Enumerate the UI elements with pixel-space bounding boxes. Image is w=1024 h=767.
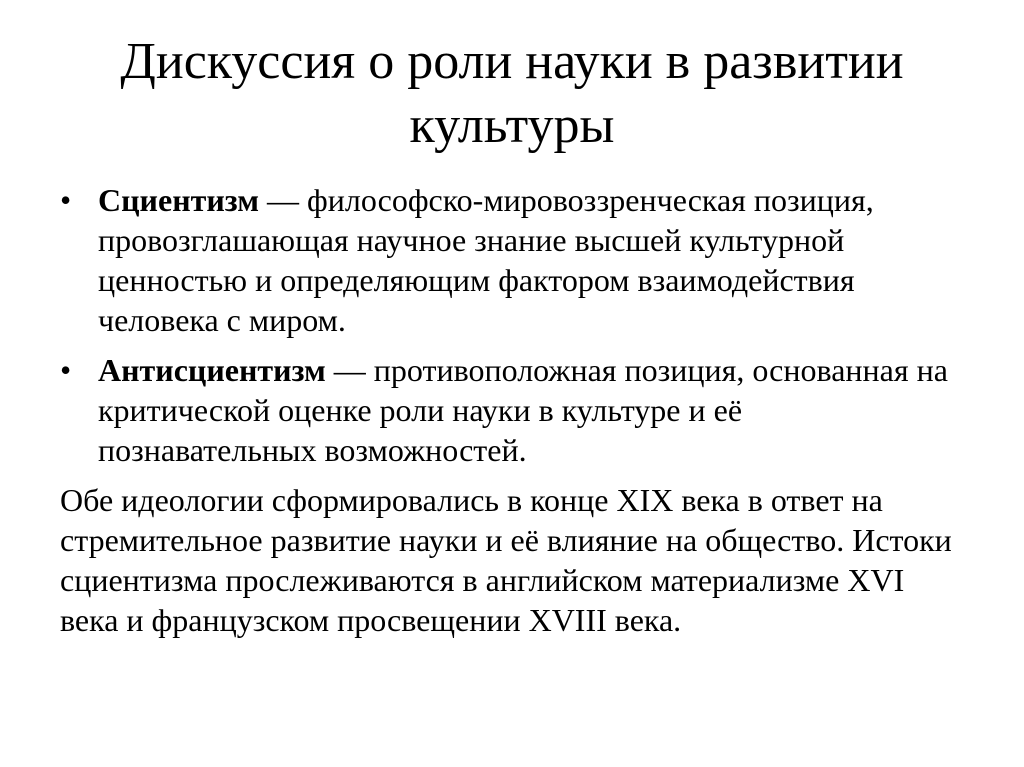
bullet-item-scientism [60, 180, 960, 340]
summary-paragraph: Обе идеологии сформировались в конце XIX века в ответ на стремительное развитие науки и её влияние на общество. Истоки сциентизма прослеживаются в английском материализме XVI века и французском просвещении XVIII века. [60, 482, 952, 638]
bullet-definition: — философско-мировоззренческая позиция, провозглашающая научное знание высшей культурной ценностью и определяющим фактором взаимодействия человека с миром. [98, 182, 874, 338]
bullet-marker: • [60, 182, 72, 218]
slide-title: Дискуссия о роли науки в развитии культуры [120, 33, 904, 154]
bullet-item-antiscientism [60, 350, 960, 470]
bullet-list [60, 180, 960, 470]
bullet-term: Сциентизм [98, 182, 259, 218]
bullet-marker: • [60, 352, 72, 388]
bullet-term: Антисциентизм [98, 352, 326, 388]
bullet-definition: — противоположная позиция, основанная на критической оценке роли науки в культуре и её познавательных возможностей. [98, 352, 948, 468]
slide-body [60, 180, 960, 640]
